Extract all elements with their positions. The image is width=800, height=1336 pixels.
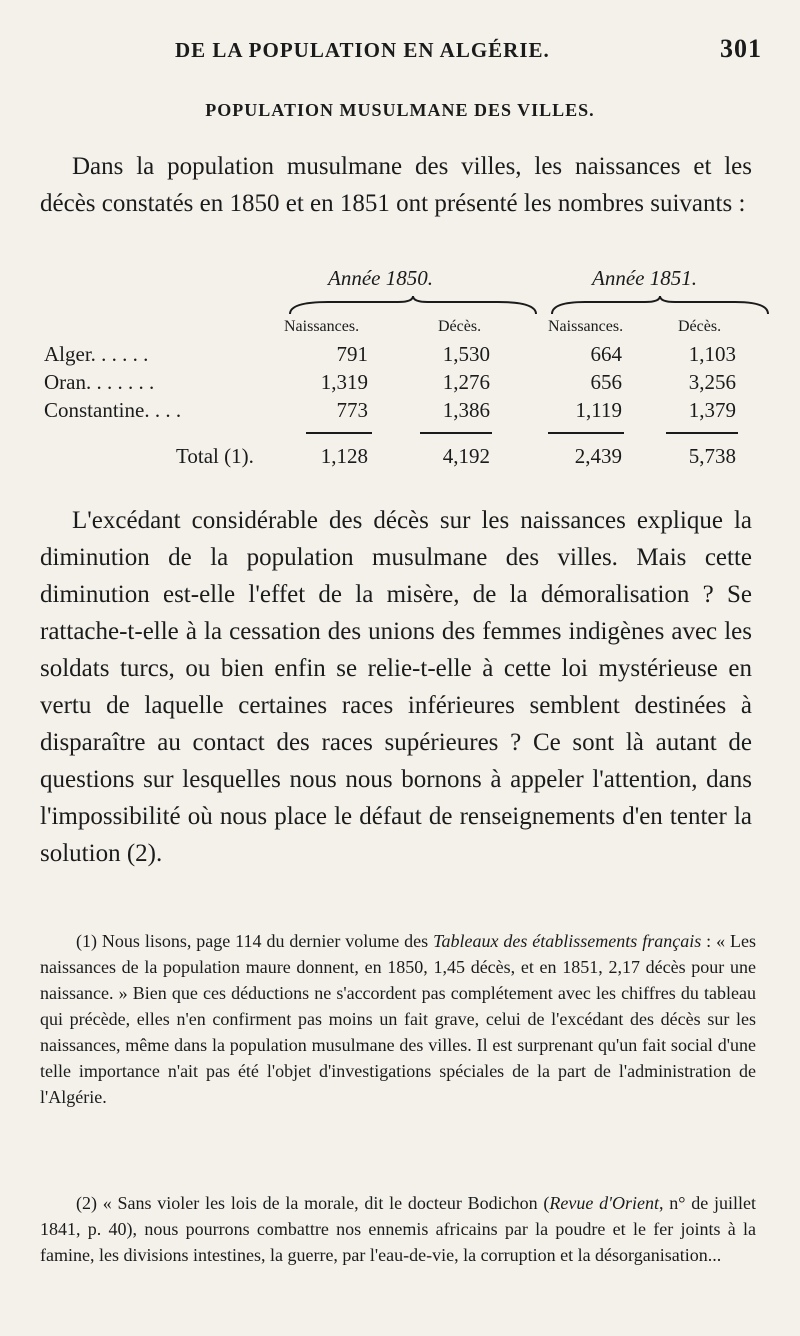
footnote-2 — [40, 1190, 756, 1268]
cell-oran-deces-1851: 3,256 — [688, 370, 736, 394]
cell-alger-deces-1851: 1,103 — [688, 342, 736, 366]
row-label-oran: Oran. . . . . . . — [44, 370, 155, 394]
total-deces-1850: 4,192 — [442, 444, 490, 468]
total-naissances-1850: 1,128 — [320, 444, 368, 468]
footnote-1-rest: : « Les naissances de la population maure donnent, en 1850, 1,45 décès, et en 1851, 2,17 décès pour une naissance. » Bien que ces déductions ne s'accordent pas complétement avec les chiffres du tableau qui précède, elles n'en confirment pas moins un fait grave, celui de l'excédant des décès sur les naissances, même dans la population musulmane des villes. Il est surprenant qu'un fait social d'une telle importance n'ait pas été l'objet d'investigations spéciales de la part de l'administration de l'Algérie. — [40, 931, 756, 1107]
cell-alger-deces-1850: 1,530 — [442, 342, 490, 366]
row-label-constantine: Constantine. . . . — [44, 398, 182, 422]
brace-1850 — [288, 296, 538, 316]
footnote-1-italic: Tableaux des établissements français — [433, 931, 702, 951]
footnote-1 — [40, 928, 756, 1110]
brace-1851 — [550, 296, 770, 316]
col-header-naissances-1850: Naissances. — [284, 318, 360, 335]
sum-rule-naissances-1850 — [306, 432, 372, 434]
footnote-2-italic: Revue d'Orient — [549, 1193, 660, 1213]
page-number: 301 — [720, 34, 762, 63]
cell-alger-naissances-1851: 664 — [590, 342, 622, 366]
births-deaths-table — [40, 260, 760, 480]
total-deces-1851: 5,738 — [688, 444, 736, 468]
cell-alger-naissances-1850: 791 — [336, 342, 368, 366]
cell-oran-naissances-1851: 656 — [590, 370, 622, 394]
row-label-alger: Alger. . . . . . — [44, 342, 149, 366]
sum-rule-deces-1850 — [420, 432, 492, 434]
sum-rule-naissances-1851 — [548, 432, 624, 434]
running-header — [175, 34, 762, 66]
footnote-1-lead: (1) Nous lisons, page 114 du dernier volume des — [76, 931, 434, 951]
total-naissances-1851: 2,439 — [574, 444, 622, 468]
cell-oran-naissances-1850: 1,319 — [320, 370, 368, 394]
total-label: Total (1). — [176, 444, 254, 468]
body-paragraph: L'excédant considérable des décès sur les naissances explique la diminution de la population musulmane des villes. Mais cette diminution est-elle l'effet de la misère, de la démoralisation ? Se rattache-t-elle à la cessation des unions des femmes indigènes avec les soldats turcs, ou bien enfin se relie-t-elle à cette loi mystérieuse en vertu de laquelle certaines races inférieures semblent destinées à disparaître au contact des races supérieures ? Ce sont là autant de questions sur lesquelles nous nous bornons à appeler l'attention, dans l'impossibilité où nous place le défaut de renseignements d'en tenter la solution (2). — [40, 507, 752, 867]
footnote-2-lead: (2) « Sans violer les lois de la morale, dit le docteur Bodichon ( — [76, 1193, 550, 1213]
cell-constantine-deces-1850: 1,386 — [442, 398, 490, 422]
cell-constantine-naissances-1850: 773 — [336, 398, 368, 422]
running-title: DE LA POPULATION EN ALGÉRIE. — [175, 38, 550, 62]
cell-constantine-deces-1851: 1,379 — [688, 398, 736, 422]
year-header-1851: Année 1851. — [592, 266, 697, 290]
footnote-2-rest: , n° de juillet 1841, p. 40), nous pourrons combattre nos ennemis africains par la poudre et le fer joints à la famine, les divisions intestines, la guerre, par l'eau-de-vie, la corruption et la désorganisation... — [40, 1193, 757, 1265]
col-header-naissances-1851: Naissances. — [548, 318, 624, 335]
sum-rule-deces-1851 — [666, 432, 738, 434]
cell-constantine-naissances-1851: 1,119 — [575, 398, 622, 422]
year-header-1850: Année 1850. — [328, 266, 433, 290]
section-title: POPULATION MUSULMANE DES VILLES. — [205, 100, 595, 120]
col-header-deces-1850: Décès. — [438, 318, 482, 335]
intro-paragraph: Dans la population musulmane des villes, les naissances et les décès constatés en 1850 et en 1851 ont présenté les nombres suivants : — [40, 153, 752, 217]
cell-oran-deces-1850: 1,276 — [442, 370, 490, 394]
col-header-deces-1851: Décès. — [678, 318, 722, 335]
